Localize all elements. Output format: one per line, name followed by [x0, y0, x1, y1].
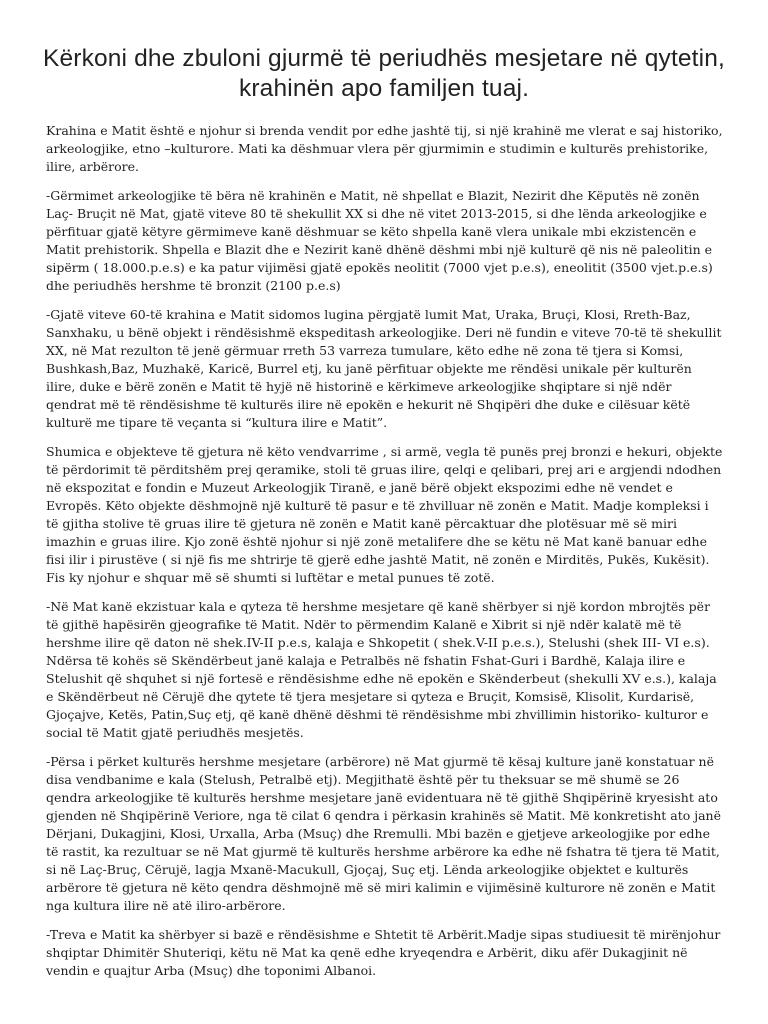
paragraph-artifacts: Shumica e objekteve të gjetura në këto vendvarrime , si armë, vegla të punës prej bronzi e hekuri, objekte të përdorimit të përditshëm prej qeramike, stoli të gruas ilire, qelqi e qelibari, prej ari e argjendi ndodhen në ekspozitat e fondin e Muzeut Arkeologjik Tiranë, e janë bërë objekt ekspozimi edhe në vendet e Evropës. Këto objekte dëshmojnë një kulturë të pasur e të zhvilluar në zonën e Matit. Madje kompleksi i të gjitha stolive të gruas ilire të gjetura në zonën e Matit kanë përcaktuar dhe plotësuar më së miri imazhin e gruas ilire. Kjo zonë është njohur si një zonë metalifere dhe se këtu në Mat kanë banuar edhe fisi ilir i pirustëve ( si një fis me shtrirje të gjerë edhe jashtë Matit, në zonën e Mirditës, Pukës, Kukësit). Fis ky njohur e shquar më së shumti si luftëtar e metal punues të zotë. — [46, 444, 723, 585]
paragraph-castles: -Në Mat kanë ekzistuar kala e qyteza të hershme mesjetare që kanë shërbyer si një kordon mbrojtës për të gjithë hapësirën gjeografike të Matit. Ndër to përmendim Kalanë e Xibrit si një ndër kalatë më të hershme ilire që daton në shek.IV-II p.e.s, kalaja e Shkopetit ( shek.V-II p.e.s.), Stelushi (shek III- VI e.s). Ndërsa të kohës së Skëndërbeut janë kalaja e Petralbës në fshatin Fshat-Guri i Bardhë, Kalaja ilire e Stelushit që shquhet si një fortesë e rëndësishme edhe në epokën e Skënderbeut (shekulli XV e.s.), kalaja e Skëndërbeut në Cërujë dhe qytete të tjera mesjetare si qyteza e Bruçit, Komsisë, Klisolit, Kurdarisë, Gjoçajve, Ketës, Patin,Suç etj, që kanë dhënë dëshmi të rëndësishme mbi zhvillimin historiko- kulturor e social të Matit gjatë periudhës mesjetës. — [46, 599, 717, 740]
paragraph-tumular-graves: -Gjatë viteve 60-të krahina e Matit sidomos lugina përgjatë lumit Mat, Uraka, Bruçi, Klosi, Rreth-Baz, Sanxhaku, u bënë objekt i rëndësishmë ekspeditash arkeologjike. Deri në fundin e viteve 70-të të shekullit XX, në Mat rezulton të jenë gërmuar rreth 53 varreza tumulare, këto edhe në zona të tjera si Komsi, Bushkash,Baz, Muzhakë, Karicë, Burrel etj, ku janë përfituar objekte me rëndësi unikale për kulturën ilire, duke e bërë zonën e Matit të hyjë në historinë e kërkimeve arkeologjike shqiptare si një ndër qendrat më të rëndësishme të kulturës ilire në epokën e hekurit në Shqipëri dhe duke e cilësuar këtë kulturë me tipare të veçanta si “kultura ilire e Matit”. — [46, 307, 722, 430]
paragraph-intro: Krahina e Matit është e njohur si brenda vendit por edhe jashtë tij, si një krahinë me vlerat e saj historiko, arkeologjike, etno –kulturore. Mati ka dëshmuar vlera për gjurmimin e studimin e kulturës prehistorike, ilire, arbërore. — [46, 123, 723, 174]
document-body — [46, 122, 724, 991]
paragraph-arberian-culture: -Përsa i përket kulturës hershme mesjetare (arbërore) në Mat gjurmë të kësaj kulture janë konstatuar në disa vendbanime e kala (Stelush, Petralbë etj). Megjithatë është për tu theksuar se më shumë se 26 qendra arkeologjike të kulturës hershme mesjetare janë evidentuara në të gjithë Shqipërinë kryesisht ato gjenden në Shqipërinë Veriore, nga të cilat 6 qendra i përkasin krahinës së Matit. Më konkretisht ato janë Dërjani, Dukagjini, Klosi, Urxalla, Arba (Msuç) dhe Rremulli. Mbi bazën e gjetjeve arkeologjike por edhe të rastit, ka rezultuar se në Mat gjurmë të kulturës hershme arbërore ka edhe në fshatra të tjera të Matit, si në Laç-Bruç, Cërujë, lagja Mxanë-Macukull, Gjoçaj, Suç etj. Lënda arkeologjike objektet e kulturës arbërore të gjetura në këto qendra dëshmojnë më së miri kalimin e vijimësinë kulturore në zonën e Matit nga kultura ilire në atë iliro-arbërore. — [46, 754, 721, 913]
paragraph-excavations: -Gërmimet arkeologjike të bëra në krahinën e Matit, në shpellat e Blazit, Nezirit dhe Këputës në zonën Laç- Bruçit në Mat, gjatë viteve 80 të shekullit XX si dhe në vitet 2013-2015, si dhe lënda arkeologjike e përfituar gjatë këtyre gërmimeve kanë dëshmuar se këto shpella kanë vlera unikale mbi ekzistencën e Matit prehistorik. Shpella e Blazit dhe e Nezirit kanë dhënë dëshmi mbi një kulturë që nis në paleolitin e sipërm ( 18.000.p.e.s) e ka patur vijimësi gjatë epokës neolitit (7000 vjet p.e.s), eneolitit (3500 vjet.p.e.s) dhe periudhës hershme të bronzit (2100 p.e.s) — [46, 188, 713, 293]
paragraph-arber-state: -Treva e Matit ka shërbyer si bazë e rëndësishme e Shtetit të Arbërit.Madje sipas studiuesit të mirënjohur shqiptar Dhimitër Shuteriqi, këtu në Mat ka qenë edhe kryeqendra e Arbërit, diku afër Dukagjinit në vendin e quajtur Arba (Msuç) dhe toponimi Albanoi. — [46, 927, 721, 978]
document-title: Kërkoni dhe zbuloni gjurmë të periudhës mesjetare në qytetin, krahinën apo familjen tuaj. — [43, 45, 725, 102]
